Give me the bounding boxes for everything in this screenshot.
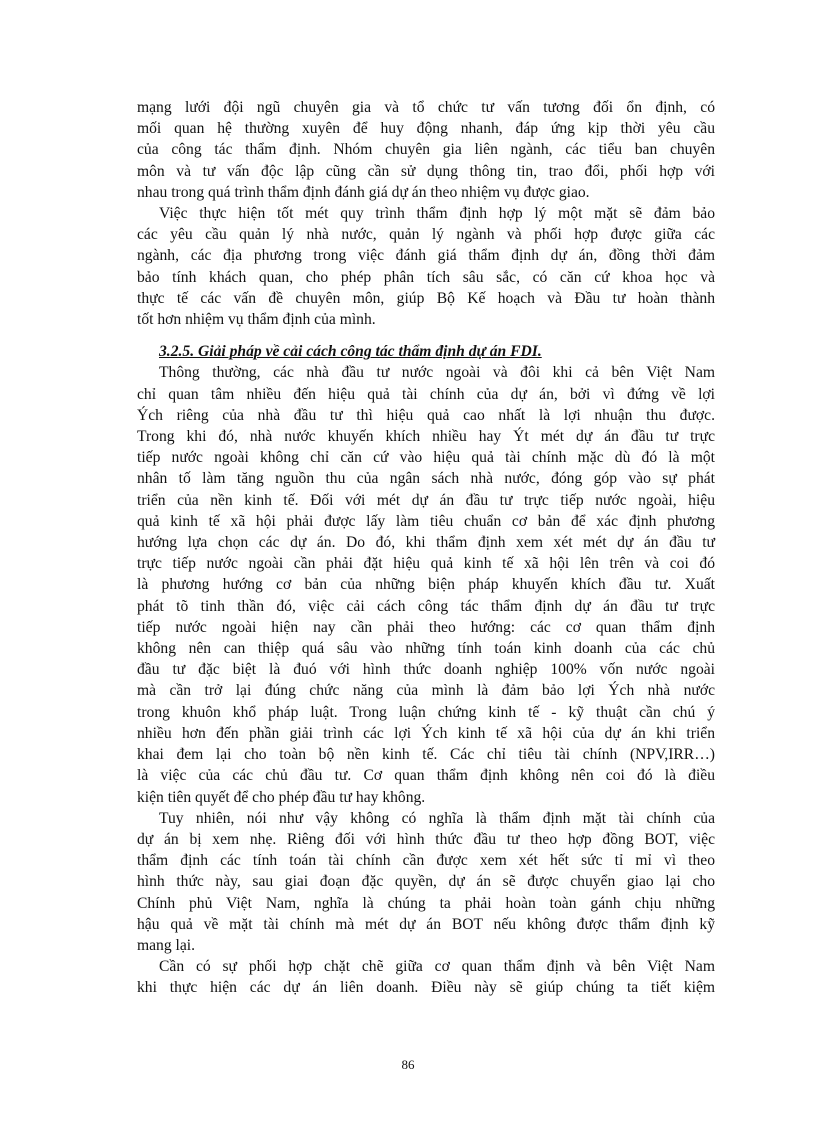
text-line: là phương hướng cơ bản của những biện pháp khuyến khích đầu tư. Xuất — [137, 576, 715, 594]
text-line: Trong khi đó, nhà nước khuyến khích nhiều hay Ýt mét dự án đầu tư trực — [137, 428, 715, 446]
text-line: tiếp nước ngoài không chỉ căn cứ vào hiệu quả tài chính mặc dù đó là một — [137, 449, 715, 467]
text-line: quả kinh tế xã hội phải được lấy làm tiêu chuẩn cơ bản để xác định phương — [137, 512, 715, 530]
paragraph — [137, 956, 715, 998]
text-line: phát tõ tinh thần đó, việc cải cách công tác thẩm định dự án đầu tư trực — [137, 597, 715, 615]
text-line: tốt hơn nhiệm vụ thẩm định của mình. — [137, 311, 376, 329]
text-line: là việc của các chủ đầu tư. Cơ quan thẩm định không nên coi đó là điều — [137, 767, 715, 785]
text-line: nhân tố làm tăng nguồn thu của ngân sách nhà nước, đóng góp vào sự phát — [137, 470, 715, 488]
text-line: hậu quả về mặt tài chính mà mét dự án BOT nếu không được thẩm định kỹ — [137, 915, 715, 933]
text-line: nhiều hơn đến phần giải trình các lợi Ých kinh tế xã hội của dự án khi triển — [137, 724, 715, 742]
text-line: hình thức này, sau giai đoạn đặc quyền, dự án sẽ được chuyển giao lại cho — [137, 873, 715, 891]
text-line: Thông thường, các nhà đầu tư nước ngoài và đôi khi cả bên Việt Nam — [159, 364, 715, 382]
paragraph — [137, 362, 715, 807]
paragraph — [137, 808, 715, 956]
text-line: triển của nền kinh tế. Đối với mét dự án đầu tư trực tiếp nước ngoài, hiệu — [137, 491, 715, 509]
page-number: 86 — [401, 1057, 415, 1072]
text-line: Cần có sự phối hợp chặt chẽ giữa cơ quan thẩm định và bên Việt Nam — [159, 958, 715, 976]
text-line: trong khuôn khổ pháp luật. Trong luận chứng kinh tế - kỹ thuật cần chú ý — [137, 703, 715, 721]
text-line: các yêu cầu quản lý nhà nước, quản lý ngành và phối hợp được giữa các — [137, 226, 715, 244]
text-line: không nên can thiệp quá sâu vào những tính toán kinh doanh của các chủ — [137, 640, 715, 658]
text-line: Ých riêng của nhà đầu tư thì hiệu quả cao nhất là lợi nhuận thu được. — [137, 406, 715, 424]
text-line: Việc thực hiện tốt mét quy trình thẩm định hợp lý một mặt sẽ đảm bảo — [159, 205, 715, 223]
text-line: đầu tư đặc biệt là đuó với hình thức doanh nghiệp 100% vốn nước ngoài — [137, 661, 715, 679]
text-line: khai đem lại cho toàn bộ nền kinh tế. Các chỉ tiêu tài chính (NPV,IRR…) — [137, 746, 715, 764]
text-line: Tuy nhiên, nói như vậy không có nghĩa là thẩm định mặt tài chính của — [159, 809, 715, 827]
section-heading: 3.2.5. Giải pháp về cải cách công tác thẩm định dự án FDI. — [159, 343, 542, 361]
text-line: nhau trong quá trình thẩm định đánh giá dự án theo nhiệm vụ được giao. — [137, 183, 590, 201]
text-line: mang lại. — [137, 936, 196, 954]
text-line: chỉ quan tâm nhiều đến hiệu quả tài chính của dự án, bởi vì đứng về lợi — [137, 385, 715, 403]
text-line: trực tiếp nước ngoài cần phải đặt hiệu quả kinh tế xã hội lên trên và coi đó — [137, 555, 715, 573]
text-line: kiện tiên quyết để cho phép đầu tư hay không. — [137, 788, 426, 806]
text-line: bảo tính khách quan, cho phép phân tích sâu sắc, có căn cứ khoa học và — [137, 268, 715, 286]
text-line: hướng lựa chọn các dự án. Do đó, khi thẩm định xem xét mét dự án đầu tư — [137, 534, 715, 552]
text-line: tiếp nước ngoài hiện nay cần phải theo hướng: các cơ quan thẩm định — [137, 618, 715, 636]
text-line: dự án bị xem nhẹ. Riêng đối với hình thức đầu tư theo hợp đồng BOT, việc — [137, 830, 715, 848]
text-line: thẩm định các tính toán tài chính cần được xem xét hết sức tỉ mỉ vì theo — [137, 852, 715, 870]
text-line: mạng lưới đội ngũ chuyên gia và tổ chức tư vấn tương đối ổn định, có — [137, 99, 715, 116]
paragraph — [137, 97, 715, 203]
document-body — [137, 97, 715, 999]
text-line: mối quan hệ thường xuyên để huy động nhanh, đáp ứng kịp thời yêu cầu — [137, 120, 715, 138]
text-line: của công tác thẩm định. Nhóm chuyên gia liên ngành, các tiểu ban chuyên — [137, 141, 715, 159]
text-line: mà cần trở lại đúng chức năng của mình là đảm bảo lợi Ých nhà nước — [137, 682, 715, 700]
text-line: thực tế các vấn đề chuyên môn, giúp Bộ Kế hoạch và Đầu tư hoàn thành — [137, 289, 715, 307]
text-line: Chính phủ Việt Nam, nghĩa là chúng ta phải hoàn toàn gánh chịu những — [137, 894, 715, 912]
text-line: khi thực hiện các dự án liên doanh. Điều này sẽ giúp chúng ta tiết kiệm — [137, 979, 715, 997]
text-line: môn và tư vấn độc lập cũng cần sử dụng thông tin, trao đổi, phối hợp với — [137, 162, 715, 180]
paragraph — [137, 203, 715, 330]
text-line: ngành, các địa phương trong việc đánh giá thẩm định dự án, đồng thời đảm — [137, 247, 715, 265]
